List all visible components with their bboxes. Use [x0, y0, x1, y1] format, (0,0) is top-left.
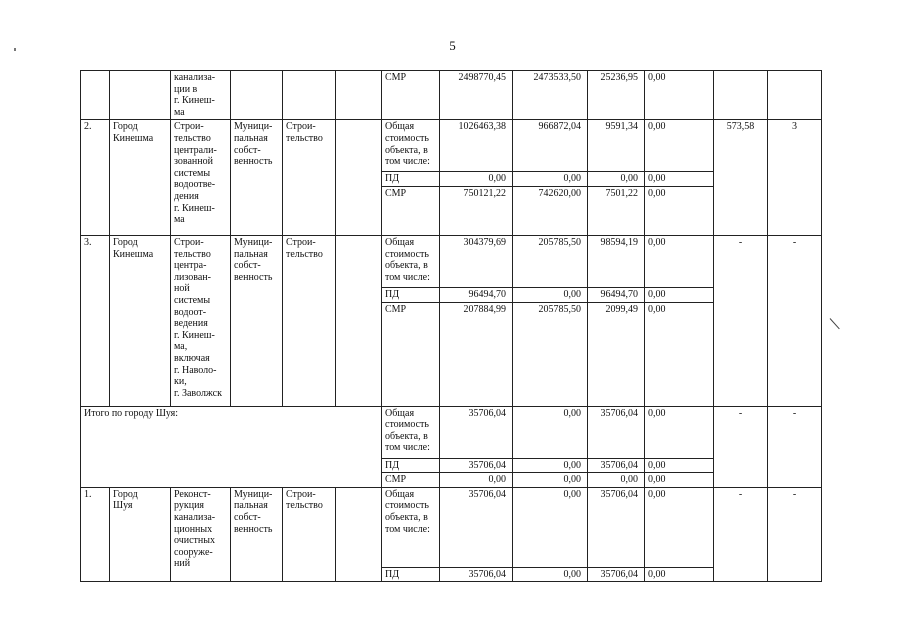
cost-total: 2498770,45 — [440, 71, 513, 120]
row-number: 3. — [81, 235, 110, 406]
cost-type: ПД — [382, 172, 440, 187]
cost-col1: 0,00 — [513, 487, 588, 567]
cost-col1: 205785,50 — [513, 235, 588, 287]
table-row — [81, 406, 822, 458]
cost-col2: 96494,70 — [588, 287, 645, 302]
city — [110, 71, 171, 120]
cost-col3: 0,00 — [645, 302, 714, 406]
period-col — [768, 71, 822, 120]
cost-col2: 9591,34 — [588, 120, 645, 172]
object-name: Строи- тельство центра- лизован- ной системы водоот- ведения г. Кинеш- ма, включая г. Наволо- ки, г. Заволжск — [171, 235, 231, 406]
blank-col — [336, 120, 382, 236]
page-number: 5 — [449, 38, 456, 53]
cost-col1: 0,00 — [513, 458, 588, 473]
cost-col1: 0,00 — [513, 473, 588, 488]
cost-col3: 0,00 — [645, 287, 714, 302]
cost-total: 35706,04 — [440, 567, 513, 582]
cost-type: Общая стоимость объекта, в том числе: — [382, 487, 440, 567]
cost-col3: 0,00 — [645, 458, 714, 473]
cost-col1: 0,00 — [513, 406, 588, 458]
cost-col3: 0,00 — [645, 567, 714, 582]
cost-col3: 0,00 — [645, 473, 714, 488]
row-number: 1. — [81, 487, 110, 582]
cost-col2: 98594,19 — [588, 235, 645, 287]
cost-col1: 2473533,50 — [513, 71, 588, 120]
cost-col1: 0,00 — [513, 287, 588, 302]
cost-type: СМР — [382, 473, 440, 488]
city: Город Шуя — [110, 487, 171, 582]
cost-col2: 0,00 — [588, 473, 645, 488]
cost-col1: 0,00 — [513, 567, 588, 582]
period-col: - — [768, 487, 822, 582]
cost-total: 750121,22 — [440, 186, 513, 235]
cost-total: 35706,04 — [440, 458, 513, 473]
ownership: Муници- пальная собст- венность — [231, 487, 283, 582]
cost-type: СМР — [382, 186, 440, 235]
cost-total: 35706,04 — [440, 406, 513, 458]
cost-type: ПД — [382, 458, 440, 473]
subtotal-label: Итого по городу Шуя: — [81, 406, 382, 487]
cost-col2: 35706,04 — [588, 458, 645, 473]
capacity-col: - — [714, 487, 768, 582]
cost-type: Общая стоимость объекта, в том числе: — [382, 406, 440, 458]
cost-total: 35706,04 — [440, 487, 513, 567]
investment-table — [80, 70, 822, 582]
cost-col3: 0,00 — [645, 186, 714, 235]
cost-col1: 205785,50 — [513, 302, 588, 406]
scan-artifact-mark — [830, 318, 840, 329]
cost-type: Общая стоимость объекта, в том числе: — [382, 235, 440, 287]
cost-type: СМР — [382, 71, 440, 120]
cost-col2: 35706,04 — [588, 406, 645, 458]
cost-col2: 0,00 — [588, 172, 645, 187]
table-row — [81, 120, 822, 172]
cost-total: 1026463,38 — [440, 120, 513, 172]
cost-total: 304379,69 — [440, 235, 513, 287]
blank-col — [336, 487, 382, 582]
scan-artifact-dot — [14, 48, 16, 51]
period-col: - — [768, 235, 822, 406]
cost-col2: 35706,04 — [588, 567, 645, 582]
work-type: Строи- тельство — [283, 235, 336, 406]
table-row — [81, 235, 822, 287]
object-name: канализа- ции в г. Кинеш- ма — [171, 71, 231, 120]
cost-col3: 0,00 — [645, 235, 714, 287]
cost-col2: 7501,22 — [588, 186, 645, 235]
capacity-col — [714, 71, 768, 120]
ownership — [231, 71, 283, 120]
object-name: Строи- тельство централи- зованной системы водоотве- дения г. Кинеш- ма — [171, 120, 231, 236]
work-type: Строи- тельство — [283, 487, 336, 582]
cost-type: СМР — [382, 302, 440, 406]
row-number: 2. — [81, 120, 110, 236]
capacity-col: - — [714, 406, 768, 487]
cost-col3: 0,00 — [645, 406, 714, 458]
cost-total: 207884,99 — [440, 302, 513, 406]
cost-col1: 742620,00 — [513, 186, 588, 235]
cost-col3: 0,00 — [645, 172, 714, 187]
cost-total: 96494,70 — [440, 287, 513, 302]
work-type: Строи- тельство — [283, 120, 336, 236]
cost-col2: 35706,04 — [588, 487, 645, 567]
ownership: Муници- пальная собст- венность — [231, 235, 283, 406]
cost-type: ПД — [382, 287, 440, 302]
cost-col2: 2099,49 — [588, 302, 645, 406]
cost-col1: 966872,04 — [513, 120, 588, 172]
capacity-col: - — [714, 235, 768, 406]
cost-col3: 0,00 — [645, 71, 714, 120]
table-row — [81, 71, 822, 120]
cost-total: 0,00 — [440, 473, 513, 488]
table-row — [81, 487, 822, 567]
capacity-col: 573,58 — [714, 120, 768, 236]
cost-type: ПД — [382, 567, 440, 582]
work-type — [283, 71, 336, 120]
ownership: Муници- пальная собст- венность — [231, 120, 283, 236]
cost-col2: 25236,95 — [588, 71, 645, 120]
row-number — [81, 71, 110, 120]
cost-col3: 0,00 — [645, 120, 714, 172]
period-col: 3 — [768, 120, 822, 236]
cost-type: Общая стоимость объекта, в том числе: — [382, 120, 440, 172]
period-col: - — [768, 406, 822, 487]
cost-col1: 0,00 — [513, 172, 588, 187]
object-name: Реконст- рукция канализа- ционных очистных сооруже- ний — [171, 487, 231, 582]
blank-col — [336, 71, 382, 120]
cost-total: 0,00 — [440, 172, 513, 187]
city: Город Кинешма — [110, 235, 171, 406]
blank-col — [336, 235, 382, 406]
cost-col3: 0,00 — [645, 487, 714, 567]
city: Город Кинешма — [110, 120, 171, 236]
